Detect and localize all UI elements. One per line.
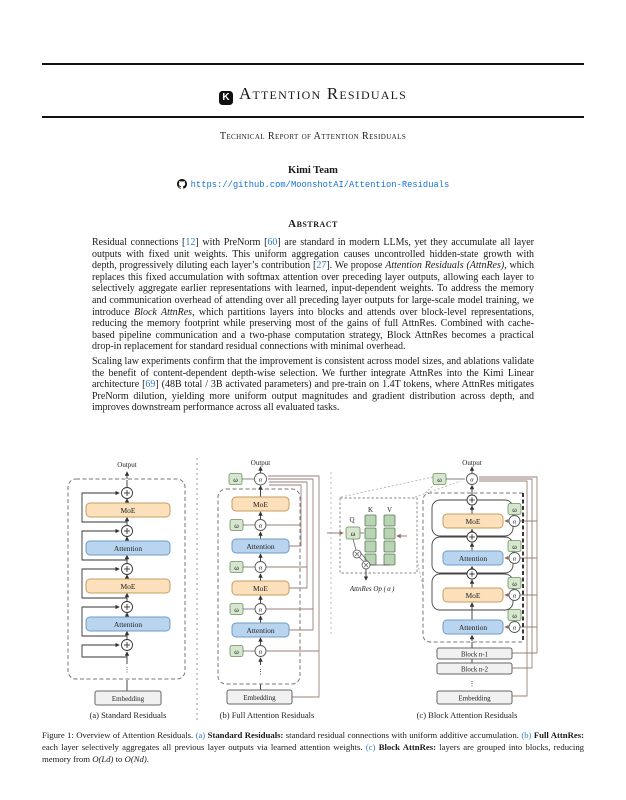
panel-standard-residuals: [68, 461, 185, 720]
panel-c-caption: (c) Block Attention Residuals: [416, 710, 518, 720]
attention-label: Attention: [458, 623, 488, 632]
omega-gate-icon: ω: [233, 476, 238, 484]
alpha-attn-icon: α: [512, 518, 517, 526]
attnres-op-label: AttnRes Op (: [349, 585, 386, 593]
paper-subtitle: Technical Report of Attention Residuals: [219, 131, 407, 142]
attention-label: Attention: [246, 626, 275, 635]
attention-label: Attention: [458, 554, 488, 563]
embedding-label: Embedding: [243, 694, 276, 702]
ellipsis: ⋮: [468, 680, 476, 688]
omega-gate-icon: ω: [234, 522, 239, 530]
ellipsis: ⋮: [123, 666, 131, 674]
github-icon: [177, 179, 187, 189]
omega-gate-icon: ω: [512, 580, 517, 588]
abstract-paragraph-1: Residual connections [12] with PreNorm [60] are standard in modern LLMs, yet they accumulate all layer outputs with fixed unit weights. This uniform aggregation causes uncontrolled hidden-state growth with depth, progressively diluting each layer’s contribution [27]. We propose Attention Residuals (AttnRes), which replaces this fixed accumulation with softmax attention over preceding layer outputs, allowing each layer to selectively aggregate earlier representations with learned, input-dependent weights. To address the memory and communication overhead of attending over all preceding layer outputs for large-scale model training, we introduce Block AttnRes, which partitions layers into blocks and attends over block-level representations, reducing the memory footprint while preserving most of the gains of full AttnRes. Combined with cache-based pipeline communication and a two-phase computation strategy, Block AttnRes becomes a practical drop-in replacement for standard residual connections with minimal overhead.: [92, 237, 534, 353]
abstract-body: [92, 237, 534, 417]
omega-gate-icon: ω: [234, 606, 239, 614]
moe-label: MoE: [465, 591, 481, 600]
moe-label: MoE: [253, 500, 268, 509]
repo-link[interactable]: https://github.com/MoonshotAI/Attention-Residuals: [190, 180, 450, 190]
moe-label: MoE: [253, 584, 268, 593]
alpha-attn-icon: α: [512, 555, 517, 563]
ellipsis: ⋮: [257, 668, 264, 676]
attention-label: Attention: [113, 544, 143, 553]
embedding-label: Embedding: [458, 694, 491, 703]
moe-label: MoE: [465, 517, 481, 526]
moe-label: MoE: [120, 506, 136, 515]
abstract-paragraph-2: Scaling law experiments confirm that the improvement is consistent across model sizes, and ablations validate the benefit of content-dependent depth-wise selection. We further integrate AttnRes into the Kimi Linear architecture [69] (48B total / 3B activated parameters) and pre-train on 1.4T tokens, where AttnRes mitigates PreNorm dilution, yielding more uniform output magnitudes and gradient distribution across depth, and improves downstream performance across all evaluated tasks.: [92, 355, 534, 414]
output-label: Output: [117, 461, 137, 469]
attention-label: Attention: [113, 620, 143, 629]
title-rule-top: [42, 63, 584, 65]
attention-label: Attention: [246, 542, 275, 551]
attnres-op-alpha: α: [387, 585, 391, 593]
attnres-op-paren: ): [392, 585, 395, 593]
output-label: Output: [250, 459, 271, 467]
omega-gate-icon: ω: [234, 564, 239, 572]
alpha-attn-icon: α: [258, 522, 263, 530]
value-label: V: [386, 506, 393, 514]
author-team: Kimi Team: [288, 165, 338, 176]
omega-gate-icon: ω: [512, 612, 517, 620]
repo-link-row: [0, 179, 626, 190]
embedding-label: Embedding: [111, 695, 145, 703]
omega-gate-icon: ω: [512, 506, 517, 514]
block-n2-label: Block n-2: [461, 666, 488, 674]
key-label: K: [367, 506, 374, 514]
output-label: Output: [462, 459, 482, 467]
omega-label: ω: [350, 530, 356, 538]
abstract-heading: Abstract: [288, 218, 338, 230]
panel-full-attention-residuals: [218, 459, 319, 720]
residual-skip-connections: [82, 493, 127, 657]
alpha-attn-icon: α: [258, 606, 263, 614]
alpha-attn-icon: α: [258, 476, 263, 484]
block-n1-label: Block n-1: [461, 651, 488, 659]
panel-b-caption: (b) Full Attention Residuals: [219, 710, 315, 720]
figure-1-caption: Figure 1: Overview of Attention Residuals. (a) Standard Residuals: standard residual connections with uniform additive accumulation. (b) Full AttnRes: each layer selectively aggregates all previous layer outputs via learned attention weights. (c) Block AttnRes: layers are grouped into blocks, reducing memory from O(Ld) to O(Nd).: [42, 730, 585, 764]
moe-label: MoE: [120, 582, 136, 591]
omega-gate-icon: ω: [512, 543, 517, 551]
alpha-attn-icon: α: [470, 476, 474, 484]
omega-gate-icon: ω: [234, 648, 239, 656]
figure-1-diagram: [55, 452, 605, 724]
alpha-attn-icon: α: [258, 564, 263, 572]
title-rule-bottom: [42, 116, 584, 118]
alpha-attn-icon: α: [512, 592, 517, 600]
title-row: [0, 84, 626, 105]
query-label: Q: [349, 516, 355, 524]
paper-title: Attention Residuals: [239, 84, 407, 103]
alpha-attn-icon: α: [512, 624, 517, 632]
omega-gate-icon: ω: [437, 476, 442, 484]
attnres-op-inset: [327, 477, 461, 593]
panel-block-attention-residuals: [417, 459, 537, 720]
kimi-logo-icon: K: [219, 91, 233, 105]
panel-a-caption: (a) Standard Residuals: [89, 710, 167, 720]
alpha-attn-icon: α: [258, 648, 263, 656]
